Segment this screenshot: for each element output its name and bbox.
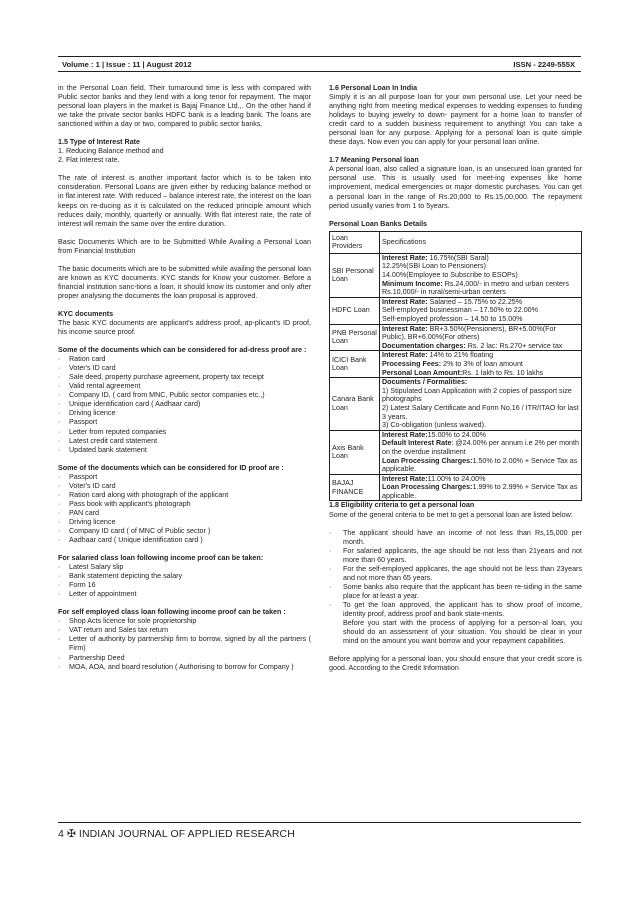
list-item: · Some banks also require that the applicant has been re-siding in the same place for at least a year.	[329, 582, 582, 600]
page-footer	[58, 828, 295, 840]
list-item: · Ration card along with photograph of the applicant	[58, 490, 229, 499]
bank-name-cell: ICICI Bank Loan	[330, 351, 380, 378]
table-row	[330, 378, 582, 431]
kyc-heading: KYC documents	[58, 309, 114, 318]
header-cell: Loan Providers	[330, 231, 380, 253]
list-item: · VAT return and Sales tax return	[58, 626, 169, 635]
meaning-paragraph: A personal loan, also called a signature loan, is an unsecured loan granted for personal use. This is usually used for meet-ing expenses like home improvement, medical emergencies or major domestic purchases. You can get a personal loan in the range of Rs.20,000 to Rs.15,00,000. The repayment period usually varies from 1 to 5years.	[329, 165, 582, 210]
list-item: · Voter's ID card	[58, 364, 116, 373]
list-item: · Letter of appointment	[58, 590, 137, 599]
specification-cell: Interest Rate: BR+3.50%(Pensioners), BR+5.00%(For Public), BR+6.00%(For others) Documentation charges: Rs. 2 lac: Rs.270+ service tax	[380, 324, 582, 351]
list-item: · Driving licence	[58, 409, 116, 418]
running-header	[58, 56, 581, 72]
list-item: · Passport	[58, 472, 98, 481]
bank-name-cell: SBI Personal Loan	[330, 253, 380, 297]
banks-details-heading: Personal Loan Banks Details	[329, 219, 428, 228]
list-item: · Aadhaar card ( Unique identification card )	[58, 536, 203, 545]
personal-loan-india-paragraph: Simply it is an all purpose loan for your own personal use. Let your need be anything right from meeting medical expenses to wedding expenses to funding holidays to buying jewelry to down- payment for a home loan to transfer of credit card to a sudden business requirement to anything! You can take a personal loan for any purpose. Applying for a personal loan is quite simple these days. Now even you can apply for your personal loan online.	[329, 93, 582, 147]
cross-symbol-icon: ✠	[66, 828, 76, 840]
list-item: · MOA, AOA, and board resolution ( Authorising to borrow for Company )	[58, 662, 294, 671]
list-item: · Partnership Deed	[58, 653, 125, 662]
list-item: · Company ID card ( of MNC of Public sector )	[58, 526, 211, 535]
specification-cell: Interest Rate: Salaried – 15.75% to 22.25% Self-employed businessman – 17.50% to 22.00% Self-employed profession – 14.50 to 15.00%	[380, 297, 582, 324]
basic-documents-heading: Basic Documents Which are to be Submitted While Availing a Personal Loan from Financial Institution	[58, 237, 311, 255]
volume-issue-info: Volume : 1 | Issue : 11 | August 2012	[62, 60, 192, 69]
interest-rate-heading: 1.5 Type of Interest Rate	[58, 138, 141, 147]
page-number: 4	[58, 828, 64, 840]
list-item: · Pass book with applicant's photograph	[58, 499, 191, 508]
list-item: · Letter from reputed companies	[58, 427, 167, 436]
list-item: · Latest credit card statement	[58, 436, 158, 445]
list-item: · Valid rental agreement	[58, 382, 141, 391]
table-row	[330, 474, 582, 501]
list-item: · To get the loan approved, the applicant has to show proof of income, identity proof, address proof and bank state-ments. Before you start with the process of applying for a person-al loan, you should do an assessment of your situation. You should be clear in your mind on the amount you want borrow and your repayment capabilities.	[329, 600, 582, 646]
list-item: · Form 16	[58, 581, 96, 590]
list-item: · Latest Salary slip	[58, 563, 124, 572]
list-item: · PAN card	[58, 508, 100, 517]
table-row	[330, 253, 582, 297]
credit-score-paragraph: Before applying for a personal loan, you should ensure that your credit score is good. According to the Credit Information	[329, 655, 582, 673]
table-row	[330, 324, 582, 351]
issn-label: ISSN - 2249-555X	[513, 60, 575, 69]
intro-paragraph: in the Personal Loan field. Their turnaround time is less with compared with Public sector banks and they lend with a long tenor for repayment. The major personal loan players in the market is Bajaj Finance Ltd.,. On the other hand if we take the private sector banks HDFC bank is a leading bank. The loans are sanctioned within a day or two, compared to public sector banks.	[58, 84, 311, 129]
meaning-heading: 1.7 Meaning Personal loan	[329, 156, 419, 165]
header-cell: Specifications	[380, 231, 582, 253]
bank-name-cell: PNB Personal Loan	[330, 324, 380, 351]
right-column	[329, 84, 582, 673]
journal-name: INDIAN JOURNAL OF APPLIED RESEARCH	[78, 828, 295, 840]
address-proof-heading: Some of the documents which can be considered for ad-dress proof are :	[58, 346, 307, 355]
interest-rate-paragraph: The rate of interest is another important factor which is to be taken into consideration. Personal Loans are given either by reducing balance method or in flat interest rate. With reduced – balance interest rate, the interest on the loan keeps on re-ducing as it is calculated on the reduced principle amount which reduces daily, monthly, quarterly or annually. With flat interest rate, the rate of interest will remain the same over the entire duration.	[58, 174, 311, 228]
bank-name-cell: HDFC Loan	[330, 297, 380, 324]
self-employed-proof-list	[58, 617, 311, 671]
left-column	[58, 84, 311, 672]
self-employed-proof-heading: For self employed class loan following income proof can be taken :	[58, 608, 286, 617]
table-header-row	[330, 231, 582, 253]
list-item: · Unique identification card ( Aadhaar card)	[58, 400, 201, 409]
specification-cell: Interest Rate:11.00% to 24.00% Loan Processing Charges:1.99% to 2.99% + Service Tax as applicable.	[380, 474, 582, 501]
bank-name-cell: BAJAJ FINANCE	[330, 474, 380, 501]
list-item: · Driving licence	[58, 517, 116, 526]
salaried-proof-heading: For salaried class loan following income proof can be taken:	[58, 554, 264, 563]
address-proof-list	[58, 355, 311, 455]
eligibility-heading: 1.8 Eligibility criteria to get a personal loan	[329, 501, 475, 510]
list-item: · The applicant should have an income of not less than Rs,15,000 per month.	[329, 528, 582, 546]
table-row	[330, 430, 582, 474]
list-item: · Ration card	[58, 355, 106, 364]
rate-item: 1. Reducing Balance method and	[58, 147, 164, 156]
bank-name-cell: Canara Bank Loan	[330, 378, 380, 431]
list-item: · Bank statement depicting the salary	[58, 572, 183, 581]
salaried-proof-list	[58, 563, 311, 599]
kyc-paragraph: The basic KYC documents are applicant's address proof, ap-plicant's ID proof, his income source proof.	[58, 318, 311, 337]
eligibility-list	[329, 529, 582, 647]
table-row	[330, 351, 582, 378]
specification-cell: Interest Rate:15.00% to 24.00% Default Interest Rate: @24.00% per annum i.e 2% per month on the overdue installment Loan Processing Charges:1.50% to 2.00% + Service Tax as applicable.	[380, 430, 582, 474]
list-item: · For the self-employed applicants, the age should not be less than 23years and not more than 65 years.	[329, 564, 582, 582]
table-row	[330, 297, 582, 324]
list-item: · Shop Acts licence for sole proprietorship	[58, 617, 197, 626]
id-proof-list	[58, 473, 311, 545]
personal-loan-india-heading: 1.6 Personal Loan In India	[329, 84, 418, 92]
footer-rule	[58, 822, 581, 823]
list-item: · Sale deed, property purchase agreement, property tax receipt	[58, 373, 264, 382]
specification-cell: Interest Rate: 14% to 21% floating Processing Fees: 2% to 3% of loan amount Personal Loan Amount:Rs. 1 lakh to Rs. 10 lakhs	[380, 351, 582, 378]
basic-documents-paragraph: The basic documents which are to be submitted while availing the personal loan are known as KYC documents. KYC stands for Know your customer. Before a financial institution sanc-tions a loan, it should know its customer and only after proper analysing the documents the loan proposal is approved.	[58, 264, 311, 300]
rate-item: 2. Flat interest rate.	[58, 156, 120, 165]
bank-name-cell: Axis Bank Loan	[330, 430, 380, 474]
list-item: · Updated bank statement	[58, 445, 147, 454]
bank-details-table	[329, 231, 582, 502]
list-item: · For salaried applicants, the age should be not less than 21years and not more than 60 years.	[329, 546, 582, 564]
specification-cell: Interest Rate: 16.75%(SBI Saral) 12.25%(SBI Loan to Pensioners) 14.00%(Employee to Subscribe to ESOPs) Minimum Income: Rs.24,000/- in metro and urban centers Rs.10,000/- in rural/semi-urban centers	[380, 253, 582, 297]
specification-cell: Documents / Formalities: 1) Stipulated Loan Application with 2 copies of passport size photographs 2) Latest Salary Certificate and Form No.16 / ITR/ITAO for last 3 years. 3) Co-obligation (unless waived).	[380, 378, 582, 431]
list-item: · Passport	[58, 418, 98, 427]
eligibility-extra: Before you start with the process of applying for a person-al loan, you should do an assessment of your situation. You should be clear in your mind on the amount you want borrow and your repayment capabilities.	[343, 619, 582, 646]
id-proof-heading: Some of the documents which can be considered for ID proof are :	[58, 463, 284, 472]
list-item: · Company ID, ( card from MNC, Public sector companies etc.,)	[58, 391, 265, 400]
list-item: · Letter of authority by partnership firm to borrow, signed by all the partners ( Firm)	[58, 635, 311, 653]
list-item: · Voter's ID card	[58, 481, 116, 490]
eligibility-intro: Some of the general criteria to be met to get a personal loan are listed below:	[329, 510, 573, 519]
